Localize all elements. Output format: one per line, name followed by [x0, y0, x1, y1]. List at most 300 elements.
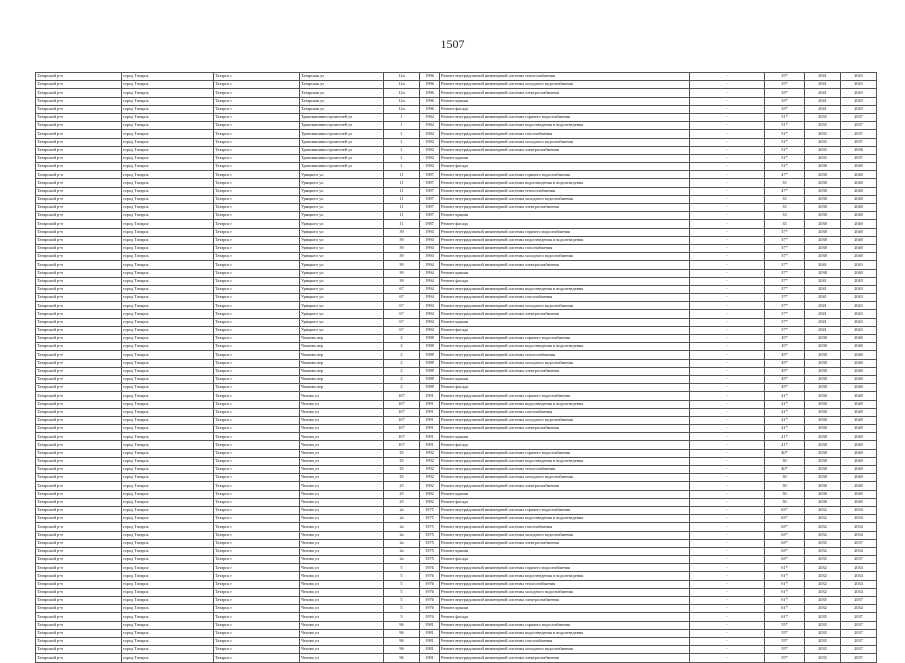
table-cell-locality: Татарск г [214, 122, 300, 130]
table-cell-year-from: 2032 [805, 523, 841, 531]
table-cell-locality: Татарск г [214, 89, 300, 97]
table-cell-house-no: 2а [384, 539, 420, 547]
table-cell-dash: - [690, 335, 765, 343]
table-cell-work-type: Ремонт крыши [440, 605, 690, 613]
table-cell-percent: 37* [765, 294, 805, 302]
table-cell-year-from: 2038 [805, 195, 841, 203]
table-cell-percent: 40* [765, 449, 805, 457]
table-cell-district: Татарский р-н [36, 531, 122, 539]
table-cell-year-built: 1976 [420, 572, 440, 580]
table-cell-work-type: Ремонт фасада [440, 613, 690, 621]
table-cell-dash: - [690, 629, 765, 637]
table-cell-year-built: 1994 [420, 228, 440, 236]
table-cell-percent: 37* [765, 285, 805, 293]
table-cell-district: Татарский р-н [36, 130, 122, 138]
table-cell-year-from: 2038 [805, 163, 841, 171]
table-cell-locality: Татарск г [214, 318, 300, 326]
table-cell-year-from: 2038 [805, 171, 841, 179]
table-cell-dash: - [690, 457, 765, 465]
table-cell-house-no: 25 [384, 498, 420, 506]
table-row [36, 556, 877, 564]
table-cell-percent: 61* [765, 605, 805, 613]
table-cell-percent: 51* [765, 122, 805, 130]
table-cell-house-no: 5 [384, 580, 420, 588]
table-cell-district: Татарский р-н [36, 326, 122, 334]
table-cell-street: Чехова ул [300, 654, 384, 662]
table-cell-year-built: 1976 [420, 613, 440, 621]
table-cell-city: город Татарск [122, 654, 214, 662]
table-cell-district: Татарский р-н [36, 646, 122, 654]
table-cell-street: Чехова ул [300, 547, 384, 555]
table-row [36, 122, 877, 130]
table-cell-percent: 41* [765, 392, 805, 400]
table-cell-street: Трансмашиностроителей ул [300, 146, 384, 154]
table-cell-percent: 47* [765, 171, 805, 179]
table-cell-house-no: 5 [384, 564, 420, 572]
table-cell-year-to: 2040 [841, 163, 877, 171]
table-cell-locality: Татарск г [214, 253, 300, 261]
table-cell-work-type: Ремонт крыши [440, 375, 690, 383]
table-cell-year-built: 1996 [420, 73, 440, 81]
table-row [36, 179, 877, 187]
table-cell-locality: Татарск г [214, 457, 300, 465]
table-cell-district: Татарский р-н [36, 105, 122, 113]
table-cell-year-to: 2040 [841, 408, 877, 416]
table-cell-year-from: 2032 [805, 515, 841, 523]
table-cell-year-built: 1984 [420, 122, 440, 130]
table-cell-year-to: 2040 [841, 253, 877, 261]
table-cell-locality: Татарск г [214, 130, 300, 138]
table-cell-percent: 51* [765, 163, 805, 171]
table-cell-dash: - [690, 449, 765, 457]
table-cell-year-built: 1975 [420, 515, 440, 523]
table-cell-house-no: 12а [384, 73, 420, 81]
table-cell-percent: 37* [765, 326, 805, 334]
table-row [36, 367, 877, 375]
table-cell-dash: - [690, 400, 765, 408]
table-cell-work-type: Ремонт внутридомовой инженерной системы теплоснабжения [440, 580, 690, 588]
repair-schedule-table [35, 72, 877, 663]
table-row [36, 81, 877, 89]
table-cell-year-from: 2035 [805, 146, 841, 154]
table-cell-year-to: 2043 [841, 318, 877, 326]
table-cell-year-to: 2040 [841, 228, 877, 236]
table-cell-work-type: Ремонт фасада [440, 220, 690, 228]
table-cell-percent: 55* [765, 637, 805, 645]
table-cell-year-to: 2040 [841, 171, 877, 179]
table-cell-year-from: 2041 [805, 310, 841, 318]
table-cell-year-to: 2034 [841, 515, 877, 523]
table-row [36, 351, 877, 359]
table-cell-district: Татарский р-н [36, 547, 122, 555]
table-cell-work-type: Ремонт внутридомовой инженерной системы холодного водоснабжения [440, 138, 690, 146]
table-cell-street: Урицкого ул [300, 277, 384, 285]
table-cell-street: Трансмашиностроителей ул [300, 163, 384, 171]
table-cell-city: город Татарск [122, 171, 214, 179]
table-cell-year-built: 1994 [420, 285, 440, 293]
table-row [36, 474, 877, 482]
table-cell-street: Чехова ул [300, 564, 384, 572]
table-cell-dash: - [690, 408, 765, 416]
table-cell-year-from: 2038 [805, 482, 841, 490]
table-cell-year-from: 2038 [805, 457, 841, 465]
table-cell-year-built: 1988 [420, 335, 440, 343]
table-cell-house-no: 25 [384, 449, 420, 457]
table-cell-percent: 30 [765, 482, 805, 490]
table-cell-city: город Татарск [122, 285, 214, 293]
table-cell-year-to: 2040 [841, 269, 877, 277]
table-cell-district: Татарский р-н [36, 449, 122, 457]
table-cell-street: Татарская ул [300, 81, 384, 89]
table-cell-year-from: 2035 [805, 613, 841, 621]
table-cell-year-built: 1996 [420, 89, 440, 97]
table-cell-dash: - [690, 73, 765, 81]
table-cell-house-no: 5 [384, 613, 420, 621]
table-cell-percent: 37* [765, 318, 805, 326]
table-cell-percent: 37* [765, 261, 805, 269]
table-cell-street: Трансмашиностроителей ул [300, 122, 384, 130]
table-row [36, 285, 877, 293]
table-cell-year-to: 2034 [841, 588, 877, 596]
table-cell-work-type: Ремонт внутридомовой инженерной системы газоснабжения [440, 637, 690, 645]
table-cell-percent: 45* [765, 359, 805, 367]
table-row [36, 597, 877, 605]
table-cell-year-from: 2041 [805, 285, 841, 293]
table-cell-locality: Татарск г [214, 621, 300, 629]
table-cell-locality: Татарск г [214, 163, 300, 171]
table-cell-year-from: 2032 [805, 564, 841, 572]
table-cell-locality: Татарск г [214, 523, 300, 531]
table-cell-street: Чехова ул [300, 539, 384, 547]
table-cell-percent: 51* [765, 138, 805, 146]
table-cell-percent: 41* [765, 416, 805, 424]
table-cell-house-no: 2 [384, 384, 420, 392]
table-cell-district: Татарский р-н [36, 318, 122, 326]
table-cell-district: Татарский р-н [36, 236, 122, 244]
table-cell-city: город Татарск [122, 244, 214, 252]
table-cell-dash: - [690, 490, 765, 498]
table-cell-street: Чехова ул [300, 490, 384, 498]
table-cell-year-to: 2037 [841, 613, 877, 621]
table-cell-year-from: 2035 [805, 646, 841, 654]
table-row [36, 343, 877, 351]
table-cell-year-to: 2043 [841, 89, 877, 97]
table-cell-work-type: Ремонт внутридомовой инженерной системы холодного водоснабжения [440, 646, 690, 654]
table-row [36, 613, 877, 621]
table-cell-year-to: 2043 [841, 73, 877, 81]
table-cell-district: Татарский р-н [36, 302, 122, 310]
table-cell-city: город Татарск [122, 506, 214, 514]
table-cell-dash: - [690, 613, 765, 621]
table-cell-district: Татарский р-н [36, 564, 122, 572]
table-row [36, 637, 877, 645]
table-cell-street: Чапаева пер [300, 359, 384, 367]
table-cell-street: Урицкого ул [300, 212, 384, 220]
table-cell-dash: - [690, 375, 765, 383]
table-cell-street: Чехова ул [300, 629, 384, 637]
table-cell-dash: - [690, 302, 765, 310]
table-cell-dash: - [690, 605, 765, 613]
table-cell-city: город Татарск [122, 646, 214, 654]
table-cell-year-from: 2038 [805, 474, 841, 482]
table-cell-city: город Татарск [122, 97, 214, 105]
table-cell-district: Татарский р-н [36, 171, 122, 179]
table-row [36, 73, 877, 81]
table-cell-locality: Татарск г [214, 425, 300, 433]
table-cell-locality: Татарск г [214, 195, 300, 203]
table-cell-year-to: 2037 [841, 654, 877, 662]
table-cell-street: Чехова ул [300, 408, 384, 416]
table-cell-city: город Татарск [122, 302, 214, 310]
table-cell-year-from: 2038 [805, 212, 841, 220]
table-cell-city: город Татарск [122, 179, 214, 187]
table-cell-work-type: Ремонт внутридомовой инженерной системы водоотведения и водоотведения [440, 343, 690, 351]
table-cell-year-built: 1987 [420, 195, 440, 203]
table-cell-percent: 63* [765, 523, 805, 531]
table-cell-street: Урицкого ул [300, 171, 384, 179]
table-cell-district: Татарский р-н [36, 187, 122, 195]
table-cell-house-no: 67 [384, 302, 420, 310]
table-cell-year-to: 2037 [841, 154, 877, 162]
table-row [36, 400, 877, 408]
table-row [36, 416, 877, 424]
table-cell-year-built: 1987 [420, 179, 440, 187]
table-cell-district: Татарский р-н [36, 515, 122, 523]
table-cell-dash: - [690, 351, 765, 359]
table-cell-district: Татарский р-н [36, 441, 122, 449]
table-cell-locality: Татарск г [214, 597, 300, 605]
table-cell-year-to: 2040 [841, 359, 877, 367]
table-cell-locality: Татарск г [214, 310, 300, 318]
table-cell-city: город Татарск [122, 613, 214, 621]
table-cell-house-no: 11 [384, 212, 420, 220]
table-cell-year-from: 2041 [805, 326, 841, 334]
table-cell-year-built: 1975 [420, 556, 440, 564]
table-cell-street: Чехова ул [300, 506, 384, 514]
table-cell-dash: - [690, 253, 765, 261]
table-cell-percent: 55* [765, 621, 805, 629]
table-cell-year-from: 2041 [805, 261, 841, 269]
table-row [36, 302, 877, 310]
table-cell-street: Урицкого ул [300, 179, 384, 187]
table-cell-year-to: 2040 [841, 375, 877, 383]
table-cell-house-no: 1 [384, 122, 420, 130]
table-cell-dash: - [690, 130, 765, 138]
table-cell-dash: - [690, 597, 765, 605]
table-cell-year-built: 1976 [420, 588, 440, 596]
table-cell-house-no: 25 [384, 490, 420, 498]
table-cell-percent: 61* [765, 564, 805, 572]
table-cell-year-built: 1981 [420, 646, 440, 654]
table-cell-year-built: 1981 [420, 621, 440, 629]
table-cell-percent: 55* [765, 646, 805, 654]
table-cell-year-to: 2040 [841, 466, 877, 474]
table-cell-year-built: 1984 [420, 163, 440, 171]
table-cell-street: Чехова ул [300, 482, 384, 490]
table-cell-year-from: 2038 [805, 236, 841, 244]
table-cell-locality: Татарск г [214, 97, 300, 105]
table-cell-work-type: Ремонт фасада [440, 105, 690, 113]
table-cell-street: Татарская ул [300, 97, 384, 105]
table-cell-percent: 45* [765, 335, 805, 343]
table-cell-house-no: 5 [384, 572, 420, 580]
table-cell-work-type: Ремонт внутридомовой инженерной системы водоотведения и водоотведения [440, 400, 690, 408]
table-row [36, 531, 877, 539]
table-cell-year-from: 2035 [805, 637, 841, 645]
table-cell-year-built: 1984 [420, 130, 440, 138]
table-cell-year-from: 2038 [805, 433, 841, 441]
table-row [36, 204, 877, 212]
table-cell-dash: - [690, 113, 765, 121]
table-cell-work-type: Ремонт внутридомовой инженерной системы водоотведения и водоотведения [440, 122, 690, 130]
table-cell-street: Урицкого ул [300, 187, 384, 195]
table-cell-work-type: Ремонт фасада [440, 384, 690, 392]
table-cell-year-from: 2038 [805, 335, 841, 343]
table-cell-percent: 35* [765, 89, 805, 97]
table-cell-locality: Татарск г [214, 154, 300, 162]
table-cell-work-type: Ремонт фасада [440, 277, 690, 285]
table-cell-work-type: Ремонт крыши [440, 547, 690, 555]
table-cell-year-to: 2038 [841, 146, 877, 154]
table-cell-street: Урицкого ул [300, 326, 384, 334]
table-cell-dash: - [690, 433, 765, 441]
table-cell-year-built: 1996 [420, 105, 440, 113]
table-cell-year-from: 2041 [805, 302, 841, 310]
table-cell-percent: 30 [765, 490, 805, 498]
table-cell-district: Татарский р-н [36, 466, 122, 474]
table-cell-locality: Татарск г [214, 359, 300, 367]
table-cell-year-to: 2040 [841, 474, 877, 482]
table-cell-district: Татарский р-н [36, 261, 122, 269]
table-row [36, 261, 877, 269]
table-cell-locality: Татарск г [214, 73, 300, 81]
table-cell-street: Чехова ул [300, 580, 384, 588]
table-cell-percent: 35* [765, 97, 805, 105]
table-cell-year-built: 1987 [420, 212, 440, 220]
table-cell-house-no: 39 [384, 277, 420, 285]
table-cell-city: город Татарск [122, 375, 214, 383]
table-cell-city: город Татарск [122, 400, 214, 408]
table-cell-city: город Татарск [122, 269, 214, 277]
table-cell-street: Чехова ул [300, 400, 384, 408]
table-cell-dash: - [690, 564, 765, 572]
table-row [36, 228, 877, 236]
table-cell-dash: - [690, 359, 765, 367]
table-cell-year-from: 2038 [805, 498, 841, 506]
table-cell-year-to: 2034 [841, 580, 877, 588]
table-cell-house-no: 67 [384, 285, 420, 293]
table-cell-street: Чехова ул [300, 425, 384, 433]
table-cell-year-to: 2040 [841, 335, 877, 343]
table-cell-house-no: 96 [384, 629, 420, 637]
table-cell-city: город Татарск [122, 236, 214, 244]
table-cell-locality: Татарск г [214, 244, 300, 252]
table-cell-year-from: 2038 [805, 351, 841, 359]
table-cell-year-from: 2038 [805, 384, 841, 392]
table-cell-city: город Татарск [122, 351, 214, 359]
table-cell-district: Татарский р-н [36, 113, 122, 121]
table-cell-house-no: 2а [384, 547, 420, 555]
table-cell-year-built: 1992 [420, 474, 440, 482]
table-cell-city: город Татарск [122, 335, 214, 343]
table-cell-percent: 37* [765, 244, 805, 252]
table-cell-city: город Татарск [122, 73, 214, 81]
table-cell-locality: Татарск г [214, 146, 300, 154]
table-cell-house-no: 12а [384, 89, 420, 97]
table-row [36, 588, 877, 596]
table-cell-year-built: 1975 [420, 506, 440, 514]
table-cell-dash: - [690, 416, 765, 424]
table-cell-locality: Татарск г [214, 326, 300, 334]
table-cell-year-built: 1994 [420, 294, 440, 302]
table-row [36, 277, 877, 285]
table-cell-year-built: 1996 [420, 97, 440, 105]
table-row [36, 130, 877, 138]
table-cell-year-built: 1992 [420, 490, 440, 498]
table-cell-locality: Татарск г [214, 277, 300, 285]
table-cell-house-no: 96 [384, 637, 420, 645]
table-cell-dash: - [690, 515, 765, 523]
table-cell-city: город Татарск [122, 138, 214, 146]
table-cell-city: город Татарск [122, 556, 214, 564]
table-cell-dash: - [690, 482, 765, 490]
table-cell-year-to: 2034 [841, 547, 877, 555]
table-cell-work-type: Ремонт крыши [440, 97, 690, 105]
table-cell-work-type: Ремонт внутридомовой инженерной системы горячего водоснабжения [440, 171, 690, 179]
table-cell-percent: 30 [765, 457, 805, 465]
table-cell-percent: 35* [765, 81, 805, 89]
table-cell-city: город Татарск [122, 384, 214, 392]
table-cell-year-to: 2034 [841, 572, 877, 580]
table-cell-year-from: 2035 [805, 113, 841, 121]
table-cell-dash: - [690, 580, 765, 588]
table-cell-percent: 51* [765, 154, 805, 162]
table-cell-street: Чапаева пер [300, 343, 384, 351]
table-cell-year-built: 1991 [420, 441, 440, 449]
table-cell-district: Татарский р-н [36, 359, 122, 367]
table-cell-percent: 63* [765, 547, 805, 555]
table-cell-year-built: 1975 [420, 531, 440, 539]
table-row [36, 294, 877, 302]
table-cell-dash: - [690, 506, 765, 514]
table-cell-year-from: 2038 [805, 343, 841, 351]
table-cell-district: Татарский р-н [36, 629, 122, 637]
table-cell-house-no: 5 [384, 588, 420, 596]
table-cell-city: город Татарск [122, 629, 214, 637]
table-cell-year-from: 2041 [805, 81, 841, 89]
table-cell-house-no: 39 [384, 228, 420, 236]
table-cell-house-no: 107 [384, 425, 420, 433]
table-cell-year-built: 1988 [420, 351, 440, 359]
table-cell-district: Татарский р-н [36, 335, 122, 343]
table-cell-house-no: 5 [384, 605, 420, 613]
table-cell-house-no: 2 [384, 343, 420, 351]
table-cell-year-built: 1976 [420, 597, 440, 605]
table-cell-city: город Татарск [122, 474, 214, 482]
table-cell-percent: 41* [765, 425, 805, 433]
table-cell-percent: 35 [765, 204, 805, 212]
table-cell-district: Татарский р-н [36, 343, 122, 351]
table-cell-percent: 63* [765, 556, 805, 564]
table-cell-work-type: Ремонт крыши [440, 269, 690, 277]
table-cell-house-no: 11 [384, 204, 420, 212]
table-cell-year-to: 2037 [841, 637, 877, 645]
table-cell-street: Чехова ул [300, 515, 384, 523]
table-cell-work-type: Ремонт внутридомовой инженерной системы горячего водоснабжения [440, 113, 690, 121]
table-row [36, 236, 877, 244]
table-cell-house-no: 67 [384, 310, 420, 318]
table-cell-year-built: 1994 [420, 318, 440, 326]
